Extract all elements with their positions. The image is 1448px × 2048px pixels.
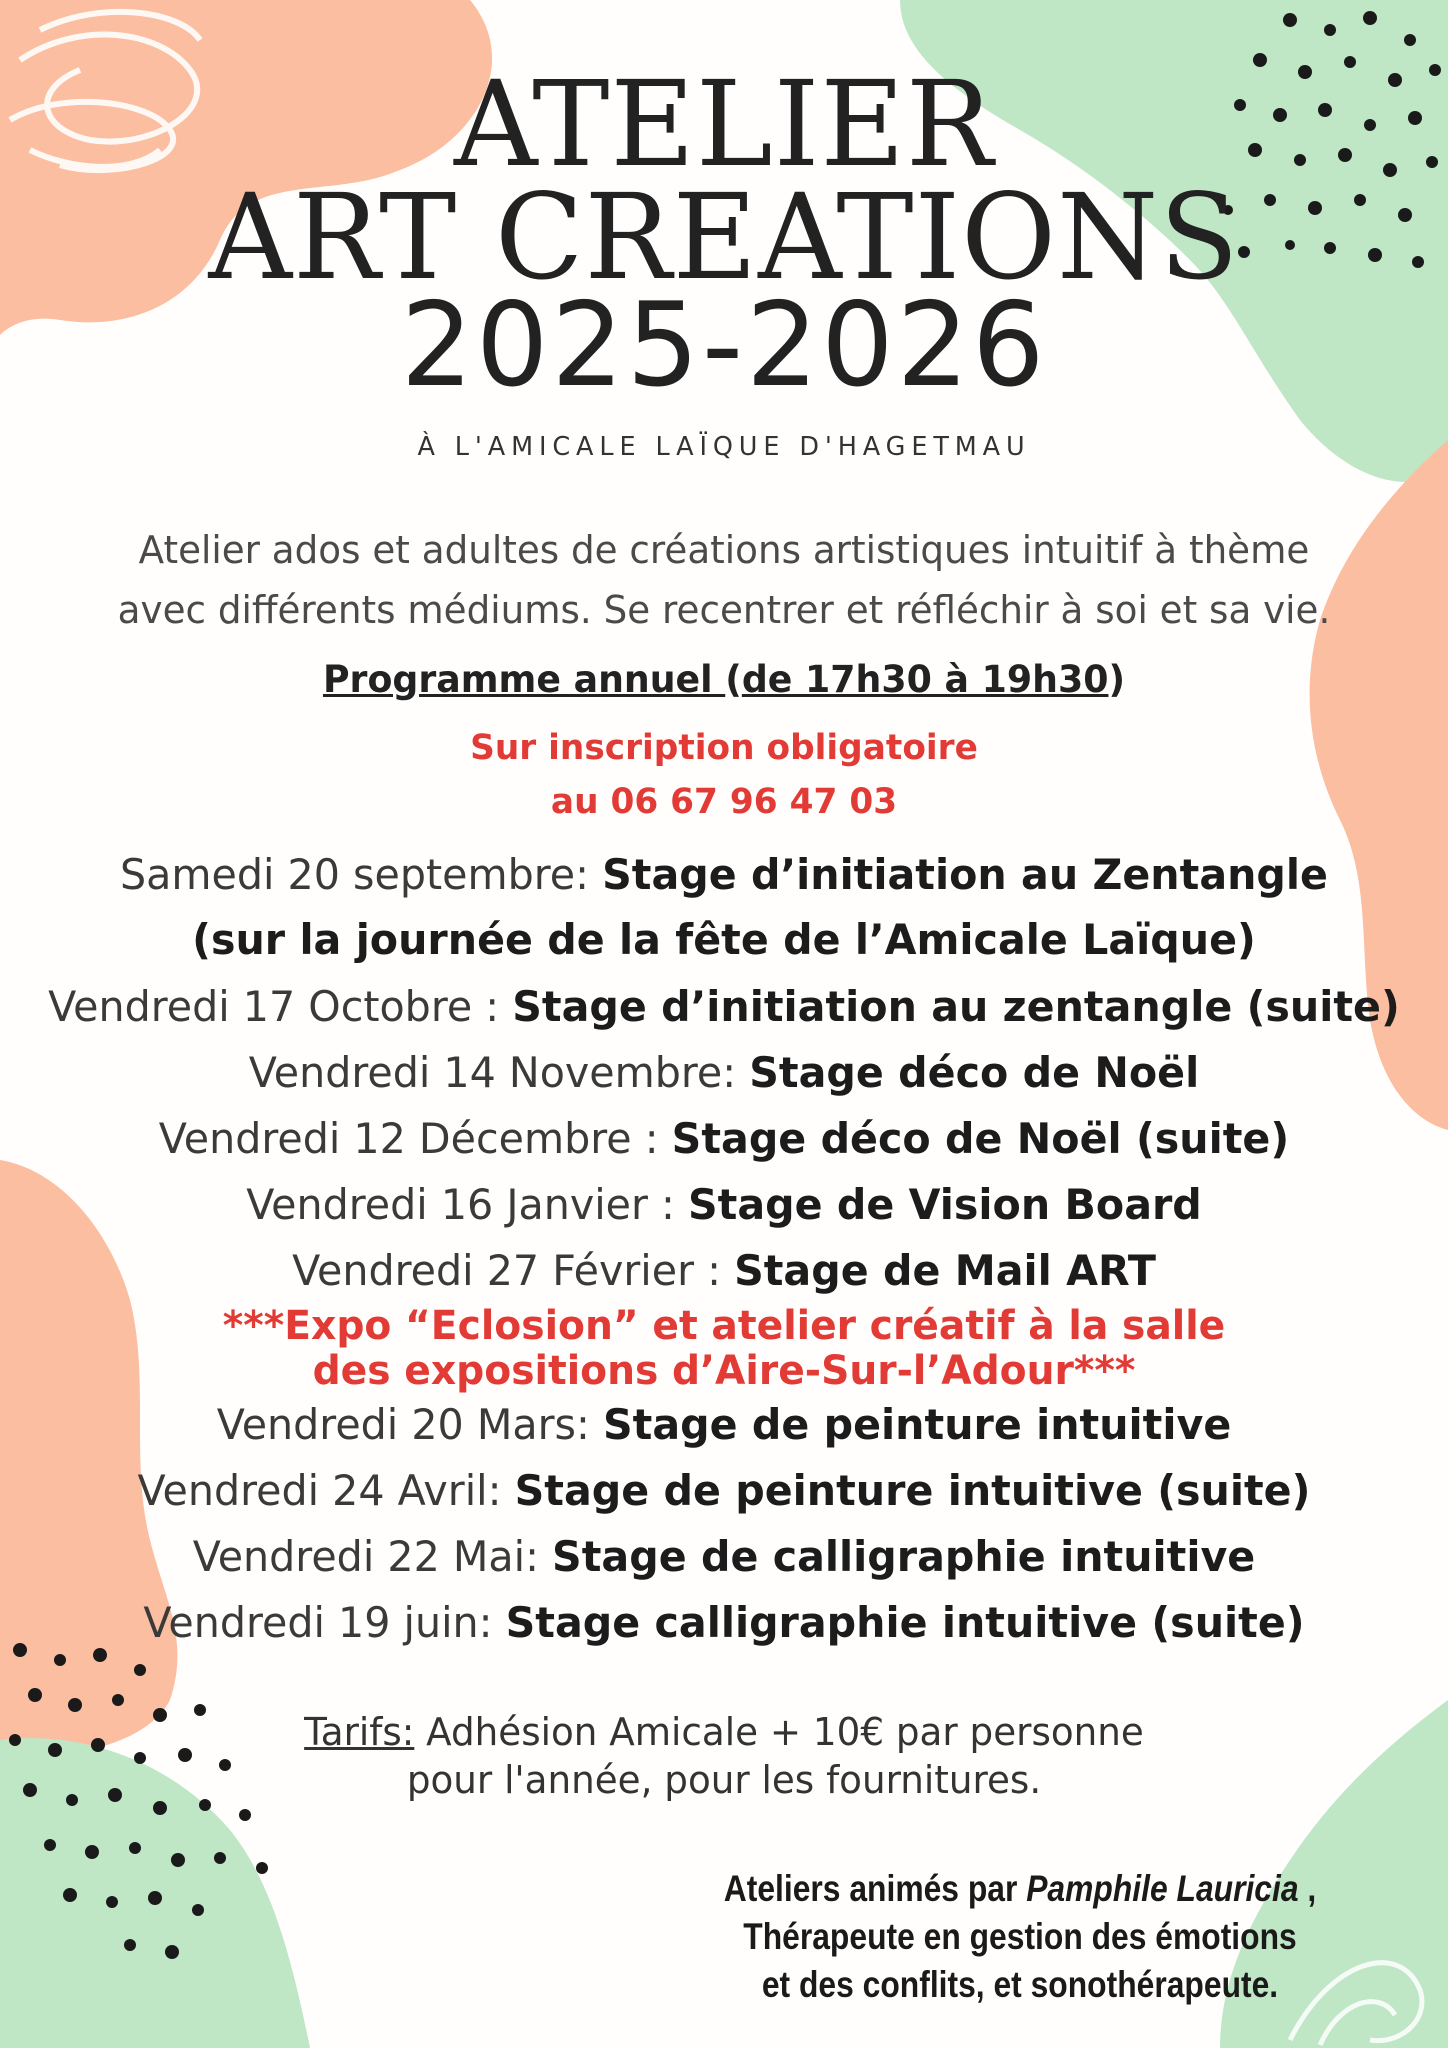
tarifs-line-1 xyxy=(14,1710,1434,1754)
event-row xyxy=(14,1598,1434,1647)
expo-line-2: des expositions d’Aire-Sur-l’Adour*** xyxy=(312,1348,1136,1394)
tarifs-text: Adhésion Amicale + 10€ par personne xyxy=(414,1710,1144,1754)
event-title: Stage calligraphie intuitive (suite) xyxy=(505,1598,1305,1647)
title-line-1: ATELIER xyxy=(454,55,994,193)
signature-prefix: Ateliers animés par xyxy=(723,1868,1027,1909)
description-line-2: avec différents médiums. Se recentrer et réfléchir à soi et sa vie. xyxy=(117,588,1331,632)
event-title: Stage déco de Noël xyxy=(749,1048,1200,1097)
event-title: (sur la journée de la fête de l’Amicale Laïque) xyxy=(192,915,1256,964)
event-row xyxy=(14,982,1434,1031)
title-year: 2025-2026 xyxy=(400,278,1048,413)
programme-paren-open: ( xyxy=(725,658,742,701)
signature-line-1 xyxy=(659,1868,1381,1910)
event-date: Vendredi 20 Mars: xyxy=(216,1400,603,1449)
event-date: Vendredi 27 Février : xyxy=(292,1246,735,1295)
event-date: Vendredi 22 Mai: xyxy=(192,1532,553,1581)
signature-suffix: , xyxy=(1298,1868,1317,1909)
signature-line-3: et des conflits, et sonothérapeute. xyxy=(761,1964,1279,2005)
event-row xyxy=(14,1048,1434,1097)
description-line-1: Atelier ados et adultes de créations artistiques intuitif à thème xyxy=(138,528,1310,572)
event-row xyxy=(14,1400,1434,1449)
programme-heading xyxy=(14,658,1434,701)
event-title: Stage de peinture intuitive xyxy=(602,1400,1232,1449)
event-title: Stage de calligraphie intuitive xyxy=(552,1532,1256,1581)
expo-line-1: ***Expo “Eclosion” et atelier créatif à la salle xyxy=(222,1303,1226,1349)
event-date: Vendredi 14 Novembre: xyxy=(248,1048,750,1097)
event-row xyxy=(14,915,1434,964)
tarifs-line-2: pour l'année, pour les fournitures. xyxy=(406,1758,1042,1802)
event-title: Stage d’initiation au Zentangle xyxy=(602,850,1328,899)
inscription-phone: au 06 67 96 47 03 xyxy=(550,782,898,822)
event-title: Stage de Vision Board xyxy=(687,1180,1202,1229)
tarifs-label: Tarifs: xyxy=(304,1710,415,1754)
event-date: Vendredi 17 Octobre : xyxy=(48,982,513,1031)
programme-hours: de 17h30 à 19h30 xyxy=(741,658,1109,701)
event-title: Stage de peinture intuitive (suite) xyxy=(514,1466,1311,1515)
event-row xyxy=(14,1180,1434,1229)
event-date: Vendredi 19 juin: xyxy=(143,1598,506,1647)
event-title: Stage d’initiation au zentangle (suite) xyxy=(512,982,1400,1031)
inscription-line-1: Sur inscription obligatoire xyxy=(470,728,978,768)
event-date: Samedi 20 septembre: xyxy=(120,850,603,899)
event-row xyxy=(14,1466,1434,1515)
event-row xyxy=(14,1246,1434,1295)
signature-name: Pamphile Lauricia xyxy=(1026,1868,1299,1909)
programme-paren-close: ) xyxy=(1108,658,1126,701)
event-title: Stage déco de Noël (suite) xyxy=(671,1114,1290,1163)
event-date: Vendredi 12 Décembre : xyxy=(158,1114,672,1163)
event-date: Vendredi 16 Janvier : xyxy=(246,1180,688,1229)
title-line-2: ART CREATIONS xyxy=(208,168,1240,306)
event-date: Vendredi 24 Avril: xyxy=(137,1466,515,1515)
event-row xyxy=(14,850,1434,899)
signature-line-2: Thérapeute en gestion des émotions xyxy=(743,1916,1297,1957)
subtitle: À L'AMICALE LAÏQUE D'HAGETMAU xyxy=(417,432,1031,462)
event-title: Stage de Mail ART xyxy=(734,1246,1156,1295)
event-row xyxy=(14,1532,1434,1581)
event-row xyxy=(14,1114,1434,1163)
programme-label: Programme annuel xyxy=(322,658,726,701)
